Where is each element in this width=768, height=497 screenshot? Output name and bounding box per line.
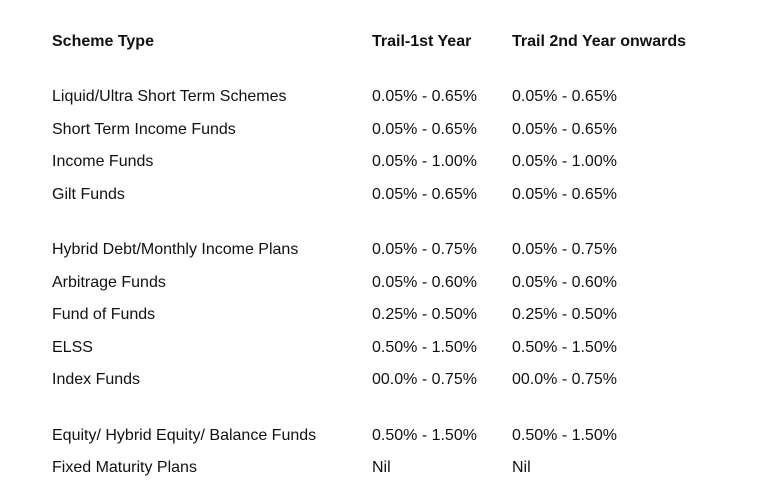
table-row (0, 239, 768, 261)
trail-2nd-year-value: 0.05% - 0.65% (512, 88, 617, 105)
scheme-name: Hybrid Debt/Monthly Income Plans (52, 241, 299, 258)
trail-2nd-year-value: 0.25% - 0.50% (512, 306, 617, 323)
table-row (0, 425, 768, 447)
trail-1st-year-value: 0.05% - 0.65% (372, 186, 477, 203)
table-row (0, 272, 768, 294)
table-row (0, 86, 768, 108)
scheme-name: Income Funds (52, 153, 154, 170)
trail-2nd-year-value: 0.05% - 0.60% (512, 274, 617, 291)
scheme-name: Index Funds (52, 371, 141, 388)
scheme-name: ELSS (52, 339, 93, 356)
table-row (0, 369, 768, 391)
table-row (0, 151, 768, 173)
trail-2nd-year-value: 0.05% - 0.65% (512, 186, 617, 203)
scheme-name: Fund of Funds (52, 306, 156, 323)
table-row (0, 304, 768, 326)
scheme-name: Liquid/Ultra Short Term Schemes (52, 88, 287, 105)
trail-1st-year-value: 0.50% - 1.50% (372, 427, 477, 444)
trail-2nd-year-value: Nil (512, 459, 531, 476)
trail-2nd-year-value: 0.05% - 0.65% (512, 121, 617, 138)
scheme-name: Equity/ Hybrid Equity/ Balance Funds (52, 427, 317, 444)
trail-2nd-year-value: 0.50% - 1.50% (512, 339, 617, 356)
scheme-name: Arbitrage Funds (52, 274, 166, 291)
scheme-name: Gilt Funds (52, 186, 125, 203)
table-row (0, 119, 768, 141)
trail-1st-year-value: Nil (372, 459, 391, 476)
trail-1st-year-value: 0.05% - 0.60% (372, 274, 477, 291)
table-row (0, 337, 768, 359)
scheme-name: Fixed Maturity Plans (52, 459, 197, 476)
trail-2nd-year-value: 0.05% - 1.00% (512, 153, 617, 170)
trail-1st-year-value: 0.05% - 0.75% (372, 241, 477, 258)
trail-2nd-year-value: 0.05% - 0.75% (512, 241, 617, 258)
header-trail-1st-year: Trail-1st Year (372, 33, 472, 50)
trail-1st-year-value: 0.50% - 1.50% (372, 339, 477, 356)
table-row (0, 457, 768, 479)
trail-1st-year-value: 00.0% - 0.75% (372, 371, 477, 388)
header-scheme-type: Scheme Type (52, 33, 154, 50)
header-trail-2nd-year: Trail 2nd Year onwards (512, 33, 686, 50)
trail-1st-year-value: 0.05% - 0.65% (372, 88, 477, 105)
trail-1st-year-value: 0.05% - 0.65% (372, 121, 477, 138)
table-header (0, 31, 768, 53)
trail-1st-year-value: 0.05% - 1.00% (372, 153, 477, 170)
trail-2nd-year-value: 00.0% - 0.75% (512, 371, 617, 388)
scheme-name: Short Term Income Funds (52, 121, 236, 138)
trail-1st-year-value: 0.25% - 0.50% (372, 306, 477, 323)
table-row (0, 184, 768, 206)
trail-2nd-year-value: 0.50% - 1.50% (512, 427, 617, 444)
